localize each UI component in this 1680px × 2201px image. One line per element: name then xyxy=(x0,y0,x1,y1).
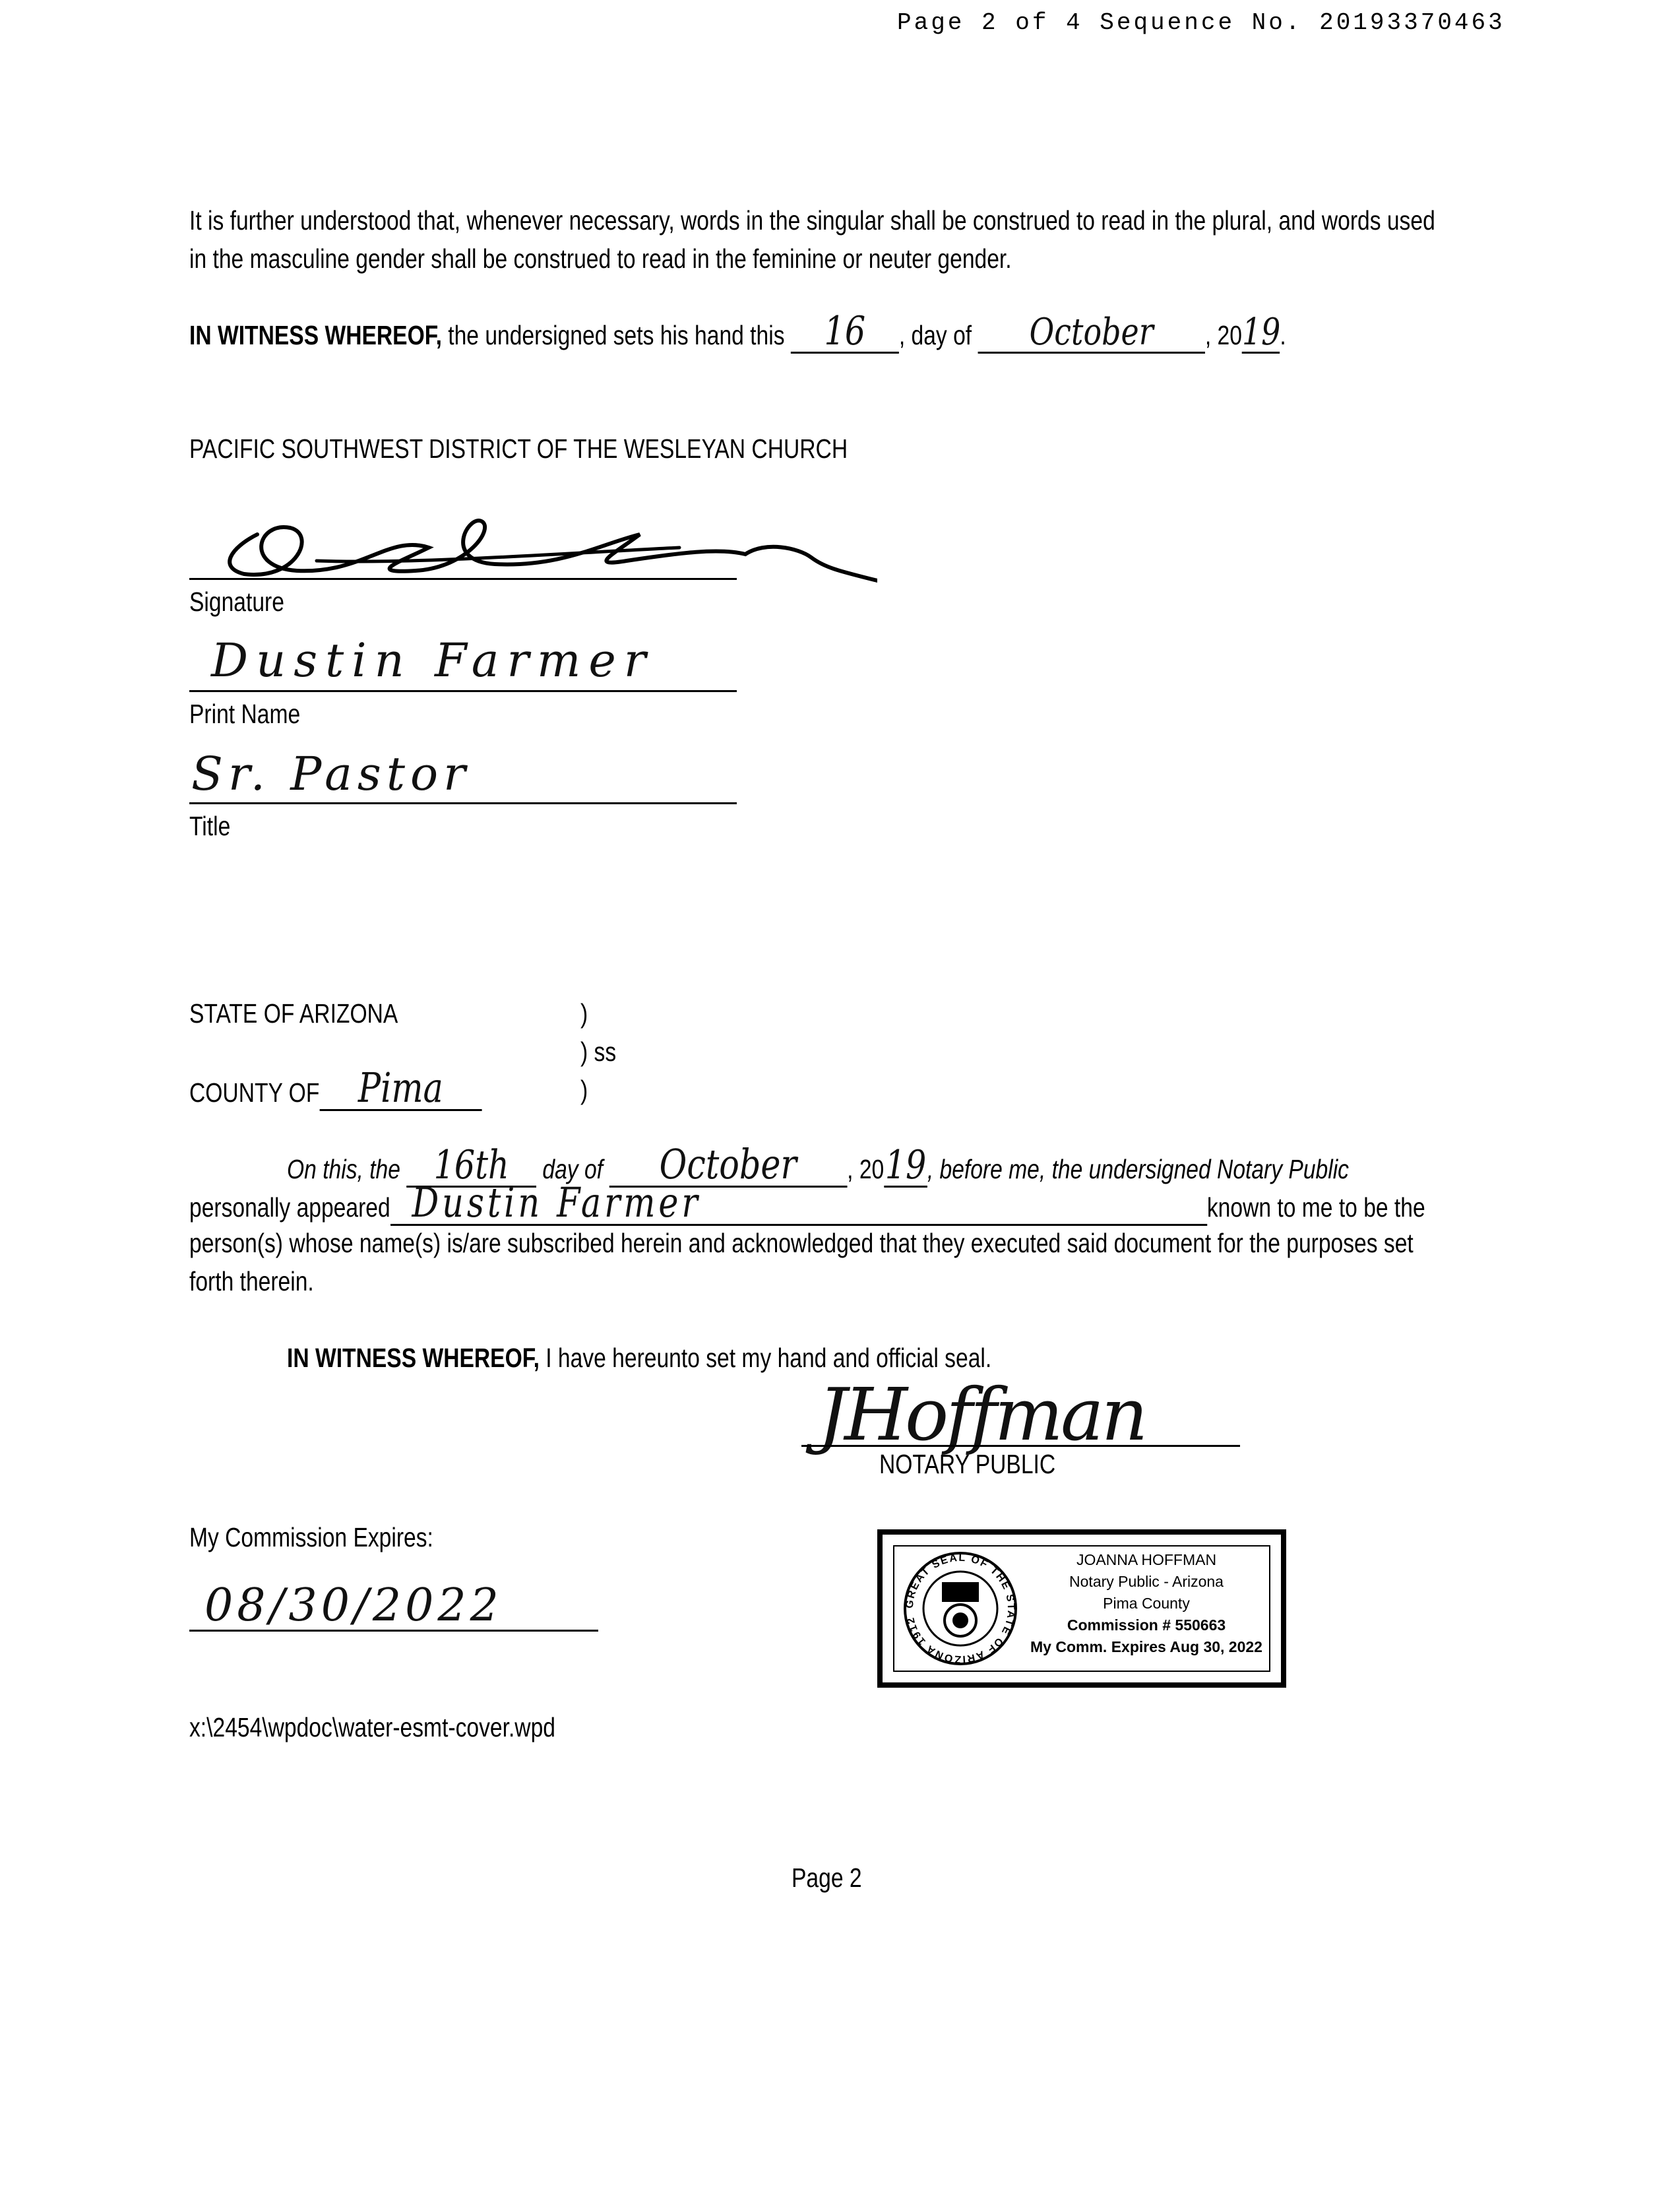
print-name-label: Print Name xyxy=(189,699,301,729)
signature-label: Signature xyxy=(189,587,284,617)
witness-text-c: , 20 xyxy=(1204,320,1242,350)
stamp-commission: Commission # 550663 xyxy=(1067,1616,1226,1634)
stamp-county: Pima County xyxy=(1103,1595,1190,1612)
venue-paren-1: ) xyxy=(580,998,588,1029)
ack-line-4: forth therein. xyxy=(189,1266,314,1296)
ack-name: Dustin Farmer xyxy=(412,1178,701,1227)
ack-day: 16th xyxy=(433,1142,509,1188)
ack-line-2 xyxy=(189,1178,1425,1227)
ack-day-of: day of xyxy=(536,1154,609,1184)
witness-month: October xyxy=(1029,311,1154,354)
venue-paren-3: ) xyxy=(580,1075,588,1105)
grantor-signature-scribble xyxy=(218,508,877,594)
ack-month: October xyxy=(659,1140,797,1188)
ack-line-3: person(s) whose name(s) is/are subscribed herein and acknowledged that they executed said document for the purposes set xyxy=(189,1228,1414,1258)
stamp-name: JOANNA HOFFMAN xyxy=(1076,1551,1217,1568)
witness-day: 16 xyxy=(824,308,866,354)
witness-month-field xyxy=(978,311,1204,354)
witness-statement xyxy=(189,308,1286,354)
ack-year: 19 xyxy=(885,1142,927,1188)
seal-ring-text: GREAT SEAL OF THE STATE OF ARIZONA 1912 xyxy=(904,1552,1017,1665)
signature-line xyxy=(189,578,737,580)
ack-year-field xyxy=(884,1142,927,1188)
notary-witness-statement xyxy=(287,1342,991,1374)
file-path: x:\2454\wpdoc\water-esmt-cover.wpd xyxy=(189,1712,555,1742)
witness-day-field xyxy=(791,308,899,354)
notary-stamp xyxy=(877,1529,1286,1688)
ack-personally: personally appeared xyxy=(189,1192,390,1223)
arizona-seal-icon xyxy=(901,1549,1020,1668)
stamp-details xyxy=(1014,1549,1278,1658)
notary-signature: JHoffman xyxy=(818,1372,1146,1457)
notary-witness-label: IN WITNESS WHEREOF, xyxy=(287,1343,540,1373)
venue-county xyxy=(189,1064,482,1112)
commission-label: My Commission Expires: xyxy=(189,1522,433,1552)
notary-public-label: NOTARY PUBLIC xyxy=(879,1449,1056,1479)
witness-year: 19 xyxy=(1241,311,1281,354)
construction-clause-line-1: It is further understood that, whenever necessary, words in the singular shall be construed to read in the plural, and words used xyxy=(189,205,1435,236)
construction-clause-line-2: in the masculine gender shall be construed to read in the feminine or neuter gender. xyxy=(189,243,1012,274)
witness-text-a: the undersigned sets his hand this xyxy=(441,320,791,350)
ack-name-field xyxy=(390,1178,1207,1227)
commission-date: 08/30/2022 xyxy=(204,1579,503,1632)
stamp-expires: My Comm. Expires Aug 30, 2022 xyxy=(1030,1638,1262,1655)
county-value: Pima xyxy=(358,1064,443,1112)
page-number: Page 2 xyxy=(792,1863,862,1893)
stamp-title: Notary Public - Arizona xyxy=(1069,1573,1224,1590)
witness-text-d: . xyxy=(1280,320,1286,350)
title-label: Title xyxy=(189,811,231,841)
county-field xyxy=(319,1064,482,1112)
ack-on-this: On this, the xyxy=(287,1154,407,1184)
notary-witness-text: I have hereunto set my hand and official seal. xyxy=(539,1343,992,1373)
notary-signature-line xyxy=(801,1445,1240,1447)
ack-known: known to me to be the xyxy=(1206,1192,1425,1223)
svg-text:GREAT SEAL OF THE STATE OF ARI xyxy=(904,1552,1016,1665)
ack-before-me: , before me, the undersigned Notary Public xyxy=(927,1154,1349,1184)
grantor-organization: PACIFIC SOUTHWEST DISTRICT OF THE WESLEYAN CHURCH xyxy=(189,433,848,464)
print-name-value: Dustin Farmer xyxy=(211,633,654,687)
ack-year-prefix: , 20 xyxy=(847,1154,885,1184)
commission-date-line xyxy=(189,1630,598,1632)
witness-year-field xyxy=(1241,311,1281,354)
title-value: Sr. Pastor xyxy=(191,747,471,801)
venue-state: STATE OF ARIZONA xyxy=(189,998,398,1029)
witness-label: IN WITNESS WHEREOF, xyxy=(189,320,442,350)
title-line xyxy=(189,802,737,804)
venue-ss: ) ss xyxy=(580,1037,617,1067)
print-name-line xyxy=(189,690,737,692)
county-label: COUNTY OF xyxy=(189,1077,320,1108)
witness-text-b: , day of xyxy=(898,320,978,350)
sequence-header: Page 2 of 4 Sequence No. 20193370463 xyxy=(897,9,1505,36)
